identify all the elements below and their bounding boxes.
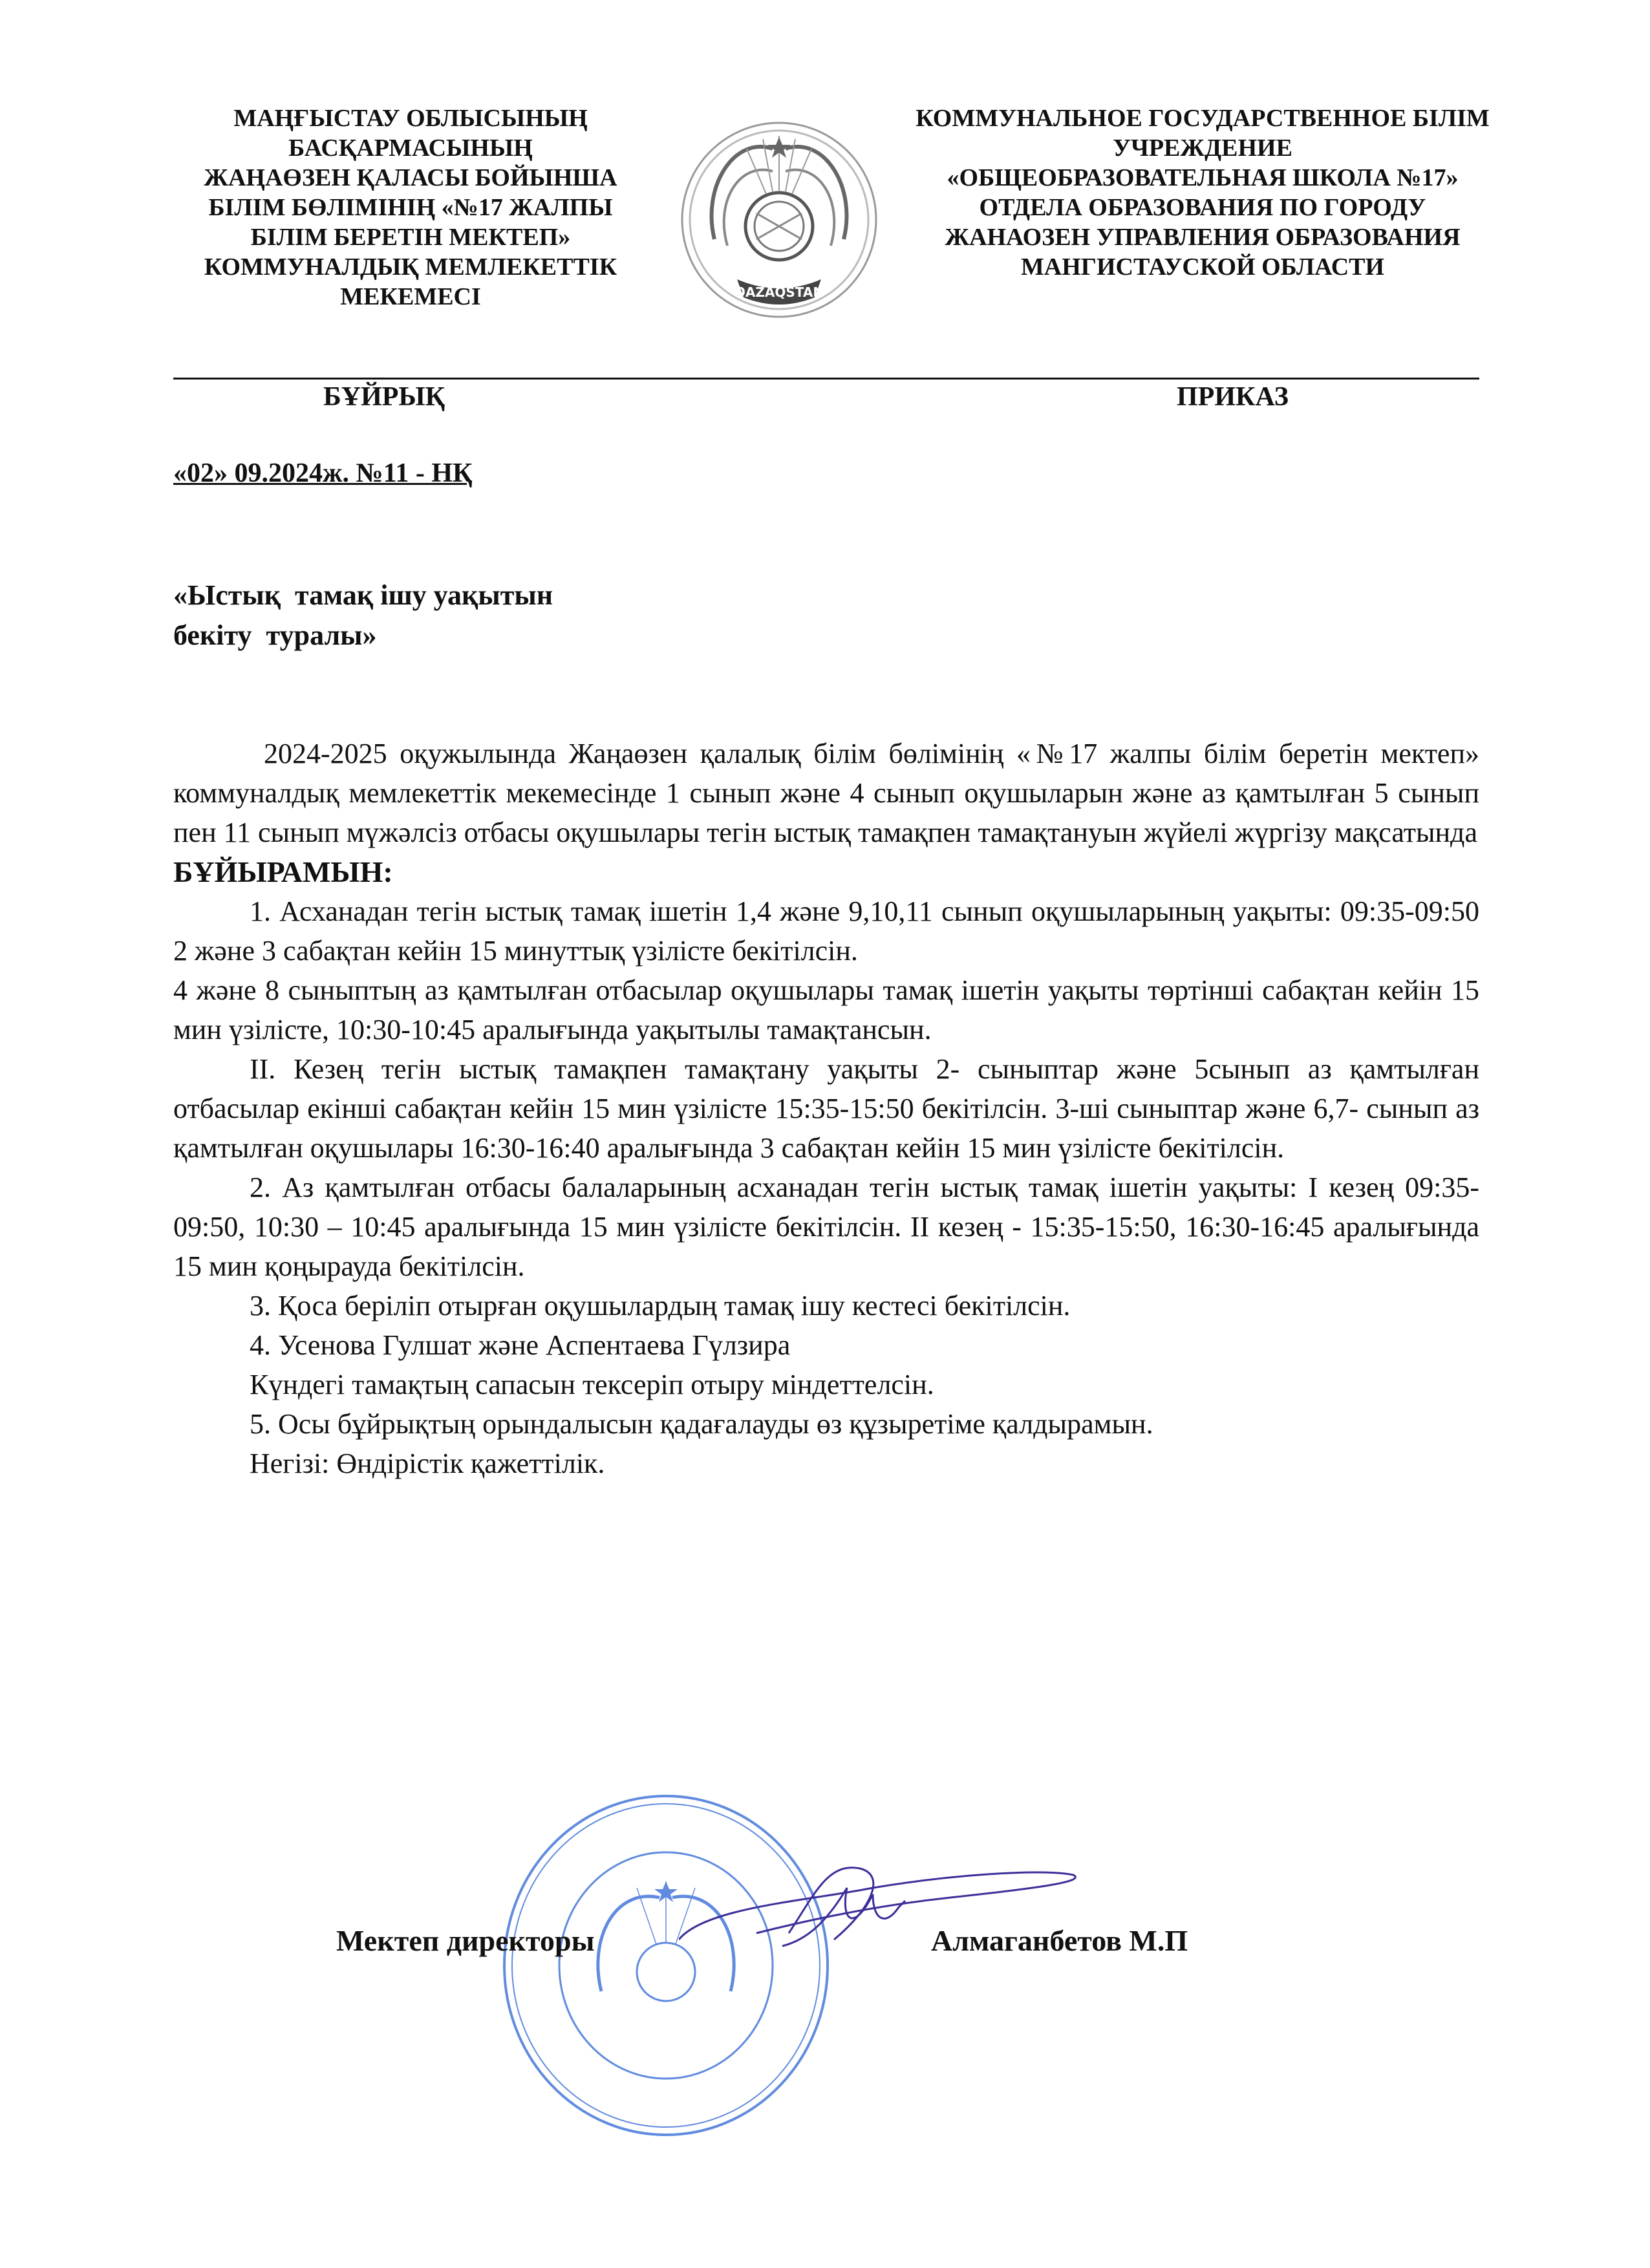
header-ru [886, 103, 1519, 282]
header-ru-line: ЖАНАОЗЕН УПРАВЛЕНИЯ ОБРАЗОВАНИЯ [945, 224, 1461, 251]
header-divider [173, 378, 1479, 380]
item-4-continued: Күндегі тамақтың сапасын тексеріп отыру міндеттелсін. [250, 1369, 934, 1400]
decree-heading: БҰЙЫРАМЫН: [173, 855, 393, 888]
intro-paragraph: 2024-2025 оқужылында Жаңаөзен қалалық білім бөлімінің «№17 жалпы білім беретін мектеп» коммуналдық мемлекеттік мекемесінде 1 сынып және 4 сынып оқушыларын және аз қамтылған 5 сынып пен 11 сынып мүжәлсіз отбасы оқушылары тегін ыстық тамақпен тамақтануын жүйелі жүргізу мақсатында [173, 738, 1479, 848]
header-ru-line: КОММУНАЛЬНОЕ ГОСУДАРСТВЕННОЕ БІЛІМ [916, 105, 1490, 132]
title-line: бекіту туралы» [173, 619, 377, 651]
header-ru-line: МАНГИСТАУСКОЙ ОБЛАСТИ [1020, 253, 1385, 281]
order-body [173, 734, 1479, 1483]
header-ru-line: УЧРЕЖДЕНИЕ [1113, 134, 1292, 162]
order-label-kz: БҰЙРЫҚ [323, 382, 445, 412]
header-ru-line: «ОБЩЕОБРАЗОВАТЕЛЬНАЯ ШКОЛА №17» [947, 164, 1459, 191]
header-kz-line: БІЛІМ БЕРЕТІН МЕКТЕП» [250, 224, 571, 251]
header-kz-line: МАҢҒЫСТАУ ОБЛЫСЫНЫҢ [233, 105, 588, 132]
order-label-ru: ПРИКАЗ [1177, 382, 1289, 412]
order-number: «02» 09.2024ж. №11 - НҚ [173, 458, 473, 488]
item-3: 3. Қоса беріліп отырған оқушылардың тамақ ішу кестесі бекітілсін. [250, 1290, 1071, 1321]
state-emblem-icon [676, 110, 883, 343]
item-2: 2. Аз қамтылған отбасы балаларының асханадан тегін ыстық тамақ ішетін уақыты: I кезең 09:35-09:50, 10:30 – 10:45 аралығында 15 мин үзілісте бекітілсін. II кезең - 15:35-15:50, 16:30-16:45 аралығында 15 мин қоңырауда бекітілсін. [173, 1171, 1479, 1282]
item-4: 4. Усенова Гулшат және Аспентаева Гүлзира [250, 1329, 791, 1361]
signature-name: Алмаганбетов М.П [931, 1924, 1188, 1957]
item-stage-2: II. Кезең тегін ыстық тамақпен тамақтану уақыты 2- сыныптар және 5сынып аз қамтылған отбасылар екінші сабақтан кейін 15 мин үзілісте 15:35-15:50 бекітілсін. 3-ші сыныптар және 6,7- сынып аз қамтылған оқушылары 16:30-16:40 аралығында 3 сабақтан кейін 15 мин үзілісте бекітілсін. [173, 1053, 1479, 1164]
emblem-label: QAZAQSTAN [734, 284, 824, 300]
signature-position: Мектеп директоры [336, 1924, 595, 1957]
order-title [173, 575, 553, 656]
item-1: 1. Асханадан тегін ыстық тамақ ішетін 1,4 және 9,10,11 сынып оқушыларының уақыты: 09:35-09:50 2 және 3 сабақтан кейін 15 минуттық үзілісте бекітілсін. [173, 895, 1479, 967]
title-line: «Ыстық тамақ ішу уақытын [173, 579, 553, 611]
header-ru-line: ОТДЕЛА ОБРАЗОВАНИЯ ПО ГОРОДУ [979, 194, 1426, 221]
header-kz-line: БІЛІМ БӨЛІМІНІҢ «№17 ЖАЛПЫ [208, 194, 613, 221]
header-kz [165, 103, 656, 312]
basis: Негізі: Өндірістік қажеттілік. [250, 1448, 605, 1479]
header-kz-line: ЖАҢАӨЗЕН ҚАЛАСЫ БОЙЫНША [204, 164, 617, 191]
header-kz-line: КОММУНАЛДЫҚ МЕМЛЕКЕТТІК [204, 253, 617, 281]
signature-icon [679, 1849, 1080, 1978]
item-1-continued: 4 және 8 сыныптың аз қамтылған отбасылар оқушылары тамақ ішетін уақыты төртінші сабақтан кейін 15 мин үзілісте, 10:30-10:45 аралығында уақытылы тамақтансын. [173, 974, 1479, 1045]
header-kz-line: БАСҚАРМАСЫНЫҢ [288, 134, 533, 162]
item-5: 5. Осы бұйрықтың орындалысын қадағалауды өз құзыретіме қалдырамын. [250, 1408, 1153, 1440]
header-kz-line: МЕКЕМЕСІ [340, 283, 481, 310]
